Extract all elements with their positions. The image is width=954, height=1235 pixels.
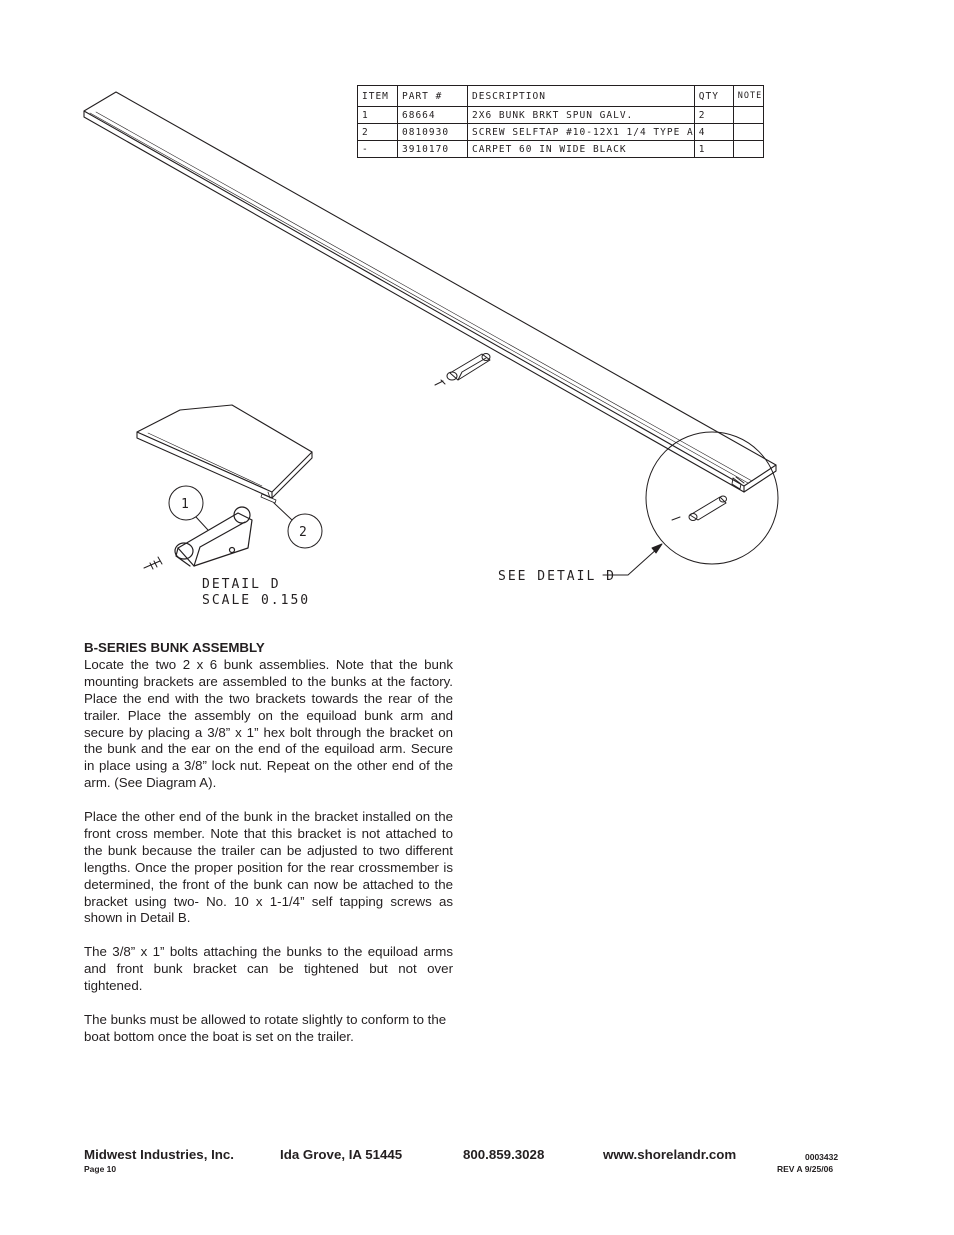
cell-qty: 2: [694, 107, 733, 124]
detail-bracket: [175, 507, 252, 566]
cell-description: CARPET 60 IN WIDE BLACK: [468, 141, 695, 158]
bunk-board: [84, 92, 776, 492]
footer-city: Ida Grove, IA 51445: [280, 1147, 403, 1162]
page-footer: [84, 1147, 844, 1187]
detail-circle: [646, 432, 778, 564]
paragraph: Place the other end of the bunk in the bracket installed on the front cross member. Note that this bracket is not attached to the bunk because the trailer can be adjusted to two different lengths. Once the proper position for the rear crossmember is determined, the front of the bunk can now be attached to the bracket using two- No. 10 x 1-1/4” self tapping screws as shown in Detail B.: [84, 809, 453, 926]
instructions-section: [84, 640, 453, 1063]
header-note: NOTE: [733, 86, 763, 107]
footer-website: www.shorelandr.com: [603, 1147, 737, 1162]
cell-qty: 4: [694, 124, 733, 141]
header-part-number: PART #: [398, 86, 468, 107]
header-item: ITEM: [358, 86, 398, 107]
callout-1-label: 1: [181, 497, 191, 512]
detail-bunk-piece: [137, 405, 312, 503]
footer-phone: 800.859.3028: [463, 1147, 545, 1162]
cell-description: 2X6 BUNK BRKT SPUN GALV.: [468, 107, 695, 124]
detail-label: DETAIL D: [202, 577, 281, 592]
paragraph: The bunks must be allowed to rotate slightly to conform to the boat bottom once the boat is set on the trailer.: [84, 1011, 447, 1044]
cell-item: -: [358, 141, 398, 158]
exploded-bracket: [447, 354, 490, 381]
callout-2: [274, 503, 322, 548]
cell-item: 2: [358, 124, 398, 141]
cell-item: 1: [358, 107, 398, 124]
exploded-screw: [435, 380, 445, 385]
cell-part-number: 3910170: [398, 141, 468, 158]
footer-company: Midwest Industries, Inc.: [84, 1147, 234, 1162]
footer-page-number: Page 10: [84, 1164, 117, 1174]
callout-1: [169, 486, 208, 530]
cell-description: SCREW SELFTAP #10-12X1 1/4 TYPE A: [468, 124, 695, 141]
header-qty: QTY: [694, 86, 733, 107]
footer-revision: REV A 9/25/06: [777, 1164, 834, 1174]
detail-screw: [144, 557, 162, 569]
paragraph: Locate the two 2 x 6 bunk assemblies. Note that the bunk mounting brackets are assembled to the bunks at the factory. Place the end with the two brackets towards the rear of the trailer. Place the assembly on the equiload bunk arm and secure by placing a 3/8” x 1” hex bolt through the bracket on the bunk and the ear on the end of the equiload arm. Secure in place using a 3/8” lock nut. Repeat on the other end of the arm. (See Diagram A).: [84, 656, 453, 791]
scale-label: SCALE 0.150: [202, 593, 311, 608]
footer-doc-number: 0003432: [805, 1152, 839, 1162]
paragraph: The 3/8” x 1” bolts attaching the bunks to the equiload arms and front bunk bracket can be tightened but not over tightened.: [84, 944, 453, 994]
cell-part-number: 68664: [398, 107, 468, 124]
section-heading: B-SERIES BUNK ASSEMBLY: [84, 640, 265, 655]
cell-part-number: 0810930: [398, 124, 468, 141]
callout-2-label: 2: [299, 525, 309, 540]
header-description: DESCRIPTION: [468, 86, 695, 107]
see-detail-label: SEE DETAIL D: [498, 569, 616, 584]
cell-qty: 1: [694, 141, 733, 158]
